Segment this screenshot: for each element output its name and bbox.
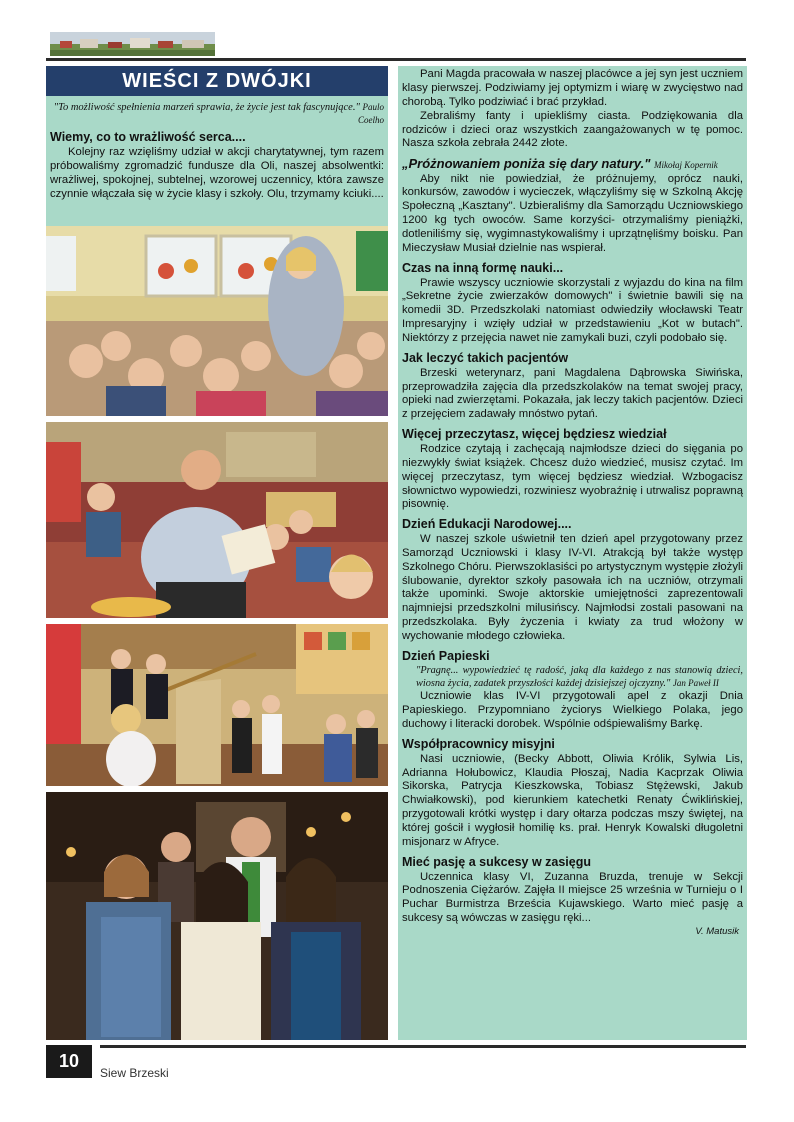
papal-quote bbox=[402, 665, 743, 691]
author-signature: V. Matusik bbox=[695, 926, 739, 938]
article-title-charity: Wiemy, co to wrażliwość serca.... bbox=[50, 130, 246, 145]
header-rule bbox=[46, 58, 746, 61]
opening-quote-text: "To możliwość spełnienia marzeń sprawia, że życie jest tak fascynujące." bbox=[53, 102, 360, 113]
article-title-reading: Więcej przeczytasz, więcej będziesz wiedział bbox=[402, 427, 667, 442]
photo-missionary-girls-church bbox=[46, 792, 388, 1040]
article-title-missionary: Współpracownicy misyjni bbox=[402, 737, 555, 752]
article-title-veterinarian: Jak leczyć takich pacjentów bbox=[402, 351, 569, 366]
article-title-weightlifting: Mieć pasję a sukcesy w zasięgu bbox=[402, 854, 591, 869]
article-body-chestnuts: Aby nikt nie powiedział, że próżnujemy, oprócz nauki, konkursów, zawodów i wycieczek, włączyliśmy się w Szkolną Akcję Społeczną „Kasztany". Uzbieraliśmy dla Samorządu Uczniowskiego 1200 kg tych owoców. Same korzyści- otrzymaliśmy pieniążki, dotleniliśmy się, wygimnastykowaliśmy i uprzątnęliśmy boisku. Pan Mieczysław Musiał dzielnie nas wspierał. bbox=[402, 172, 743, 255]
article-body-cinema: Prawie wszyscy uczniowie skorzystali z wyjazdu do kina na film „Sekretne życie zwierzaków domowych" i świetnie bawili się na komedii 3D. Przedszkolaki natomiast odwiedziły włocławski Teatr Impresaryjny i wzięły udział w przedstawieniu „Kot w butach". Niektórzy z przejęcia nawet nie zamykali buzi, czyli podobało się. bbox=[402, 276, 743, 345]
article-body-education-day: W naszej szkole uświetnił ten dzień apel przygotowany przez Samorząd Uczniowski i klasy IV-VI. Atrakcją był także występ Szkolnego Chóru. Pierwszoklasiści po artystycznym występie złożyli ślubowanie, dyrektor szkoły pasowała ich na uczniów, otrzymali także upominki. Swoje aktorskie umiejętności zaprezentowali najmniejsi przedszkolni milusińscy. Najmłodsi zostali pasowani na przedszkolaka. Były życzenia i kwiaty za trud włożony w wychowanie młodego człowieka. bbox=[402, 532, 743, 643]
opening-quote-author: Paulo Coelho bbox=[358, 102, 384, 126]
papal-quote-author: Jan Paweł II bbox=[672, 677, 719, 688]
footer-rule bbox=[100, 1045, 746, 1048]
charity-continued-p2: Zebraliśmy fanty i upiekliśmy ciasta. Podziękowania dla rodziców i dzieci oraz wszystkich zaangażowanych w tę pomoc. Nasza szkoła zebrała 2442 złote. bbox=[402, 109, 743, 150]
page-number: 10 bbox=[46, 1045, 92, 1078]
right-column bbox=[398, 66, 747, 1040]
header-village-photo bbox=[50, 32, 215, 56]
article-body-veterinarian: Brzeski weterynarz, pani Magdalena Dąbrowska Siwińska, przeprowadziła zajęcia dla przedszkolaków na temat swojej pracy, opieki nad zwierzętami. Pokazała, jak leczy takich pacjentów. Dzieci z przejęciem zadawały mnóstwo pytań. bbox=[402, 366, 743, 421]
article-title-cinema: Czas na inną formę nauki... bbox=[402, 260, 564, 275]
left-column bbox=[46, 66, 388, 1040]
opening-quote bbox=[46, 96, 388, 127]
papal-quote-text: "Pragnę... wypowiedzieć tę radość, jaką dla każdego z nas stanowią dzieci, wiosna życia, zadatek przyszłości każdej dzisiejszej ojczyzny." bbox=[416, 664, 743, 689]
photo-reading-to-preschoolers bbox=[46, 422, 388, 618]
article-title-education-day: Dzień Edukacji Narodowej.... bbox=[402, 517, 572, 532]
section-title: WIEŚCI Z DWÓJKI bbox=[46, 66, 388, 96]
article-body-weightlifting: Uczennica klasy VI, Zuzanna Bruzda, trenuje w Sekcji Podnoszenia Ciężarów. Zajęła II miejsce 25 września w Turnieju o I Puchar Burmistrza Brześcia Kujawskiego. Warto mieć pasję a sukcesy są wówczas w zasięgu ręki... bbox=[402, 870, 743, 925]
article-title-chestnuts bbox=[402, 156, 743, 172]
publication-name: Siew Brzeski bbox=[100, 1066, 169, 1080]
article-body-reading: Rodzice czytają i zachęcają najmłodsze dzieci do sięgania po niezwykły świat książek. Chcesz dużo wiedzieć, musisz czytać. Im więcej przeczytasz, tym więcej będziesz wiedział. Wzbogacisz słownictwo wypowiedzi, rozwiniesz wyobraźnię i utrwalisz poprawną pisownię. bbox=[402, 442, 743, 511]
article-title-papal-day: Dzień Papieski bbox=[402, 649, 490, 664]
article-body-missionary: Nasi uczniowie, (Becky Abbott, Oliwia Królik, Sylwia Lis, Adrianna Hołubowicz, Klaudia Płoszaj, Nadia Kacprzak Oliwia Sikorska, Patrycja Kieszkowska, Tobiasz Stężewski, Jakub Chwiałkowski), pod kierunkiem katechetki Renaty Ćwiklińskiej, przygotowali krótki występ i dary ołtarza podczas mszy świętej, na której gościł i wygłosił homilię ks. prał. Henryk Kowalski długoletni misjonarz w Afryce. bbox=[402, 752, 743, 849]
photo-school-ceremony bbox=[46, 624, 388, 786]
photo-classroom-children bbox=[46, 226, 388, 416]
chestnuts-title-author: Mikołaj Kopernik bbox=[654, 160, 718, 171]
article-body-papal-day: Uczniowie klas IV-VI przygotowali apel z okazji Dnia Papieskiego. Przypomniano życiorys Wielkiego Polaka, jego duchowy i literacki dorobek. Wspólnie odśpiewaliśmy Barkę. bbox=[402, 690, 743, 731]
article-body-charity: Kolejny raz wzięliśmy udział w akcji charytatywnej, tym razem próbowaliśmy zgromadzić fundusze dla Oli, naszej absolwentki: wrażliwej, spokojnej, subtelnej, wzorowej uczennicy, która zawsze czynnie włączała się w życie klasy i szkoły. Olu, trzymamy kciuki.... bbox=[50, 145, 384, 200]
charity-continued-p1: Pani Magda pracowała w naszej placówce a jej syn jest uczniem klasy pierwszej. Podziwiamy jej optymizm i wiarę w zwycięstwo nad chorobą. Tylko podziwiać i brać przykład. bbox=[402, 68, 743, 108]
chestnuts-title-text: „Próżnowaniem poniża się dary natury." bbox=[402, 156, 651, 172]
